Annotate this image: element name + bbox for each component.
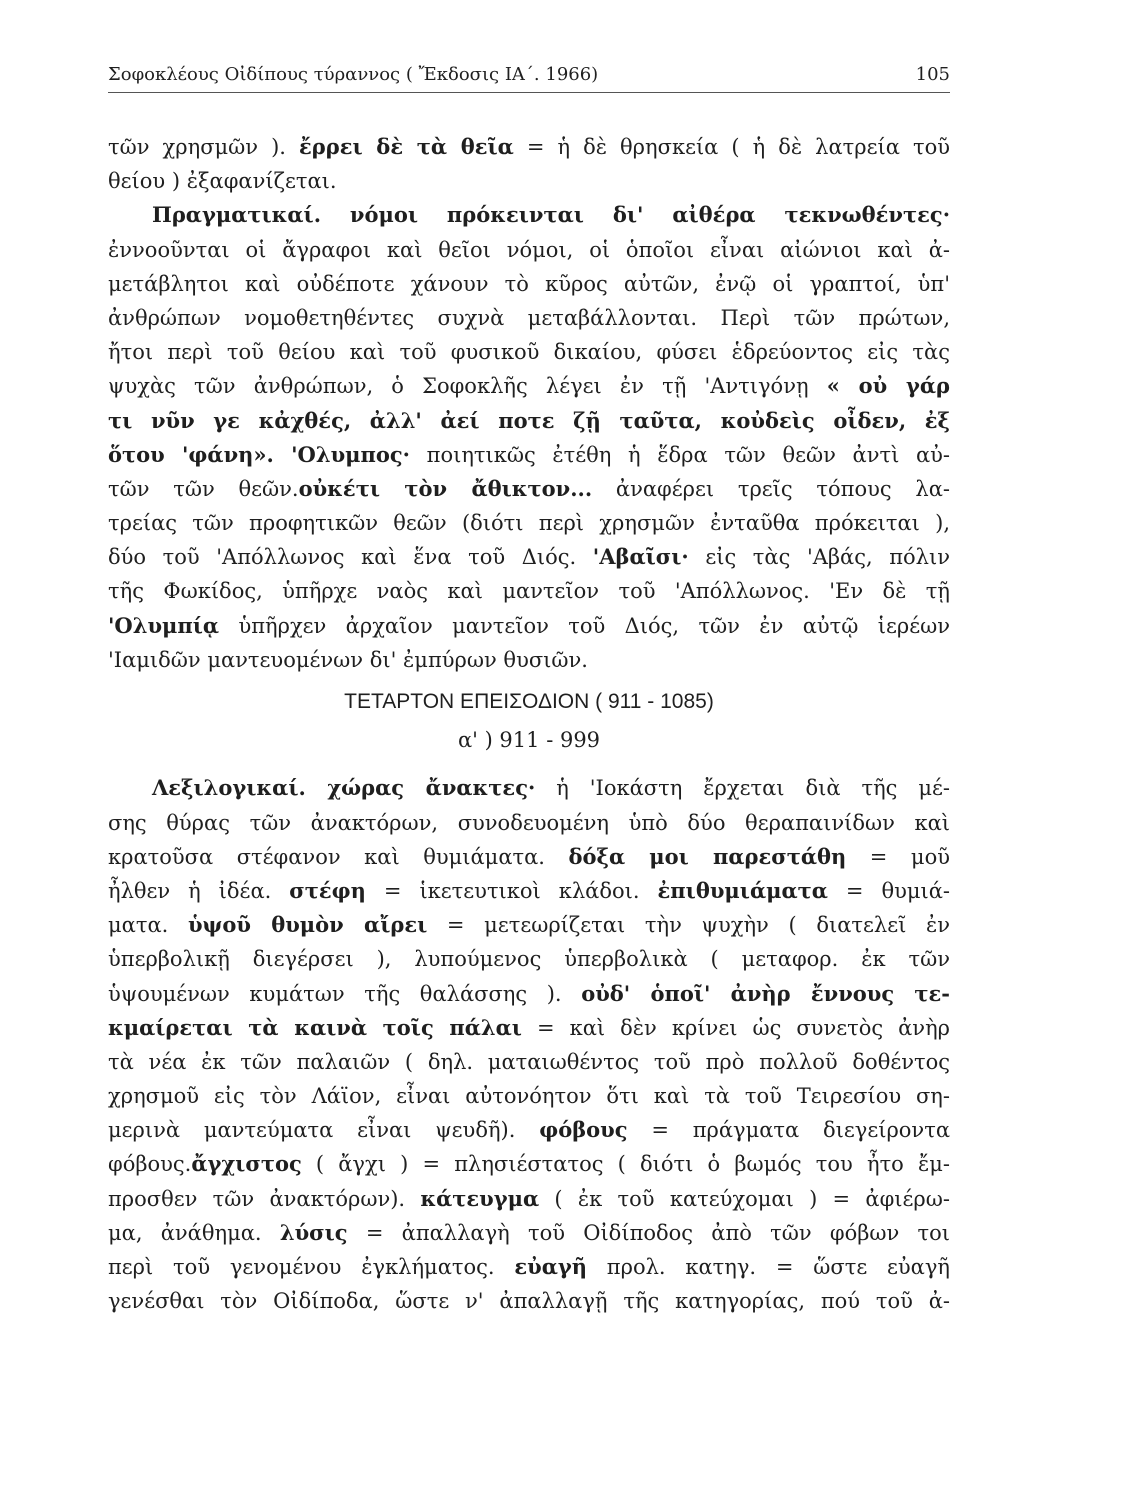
text-line: ὅτου 'φάνη». 'Ολυμπος· ποιητικῶς ἐτέθη ἡ ἕδρα τῶν θεῶν ἀντὶ αὐ- bbox=[108, 441, 950, 467]
text-line: ἦλθεν ἡ ἰδέα. στέφη = ἱκετευτικοὶ κλάδοι. ἐπιθυμιάματα = θυμιά- bbox=[108, 877, 950, 903]
text-line: ὑπερβολικῇ διεγέρσει ), λυπούμενος ὑπερβολικὰ ( μεταφορ. ἐκ τῶν bbox=[108, 947, 950, 972]
page-number: 105 bbox=[915, 64, 950, 85]
text-line: προσθεν τῶν ἀνακτόρων). κάτευγμα ( ἐκ τοῦ κατεύχομαι ) = ἀφιέρω- bbox=[108, 1185, 950, 1211]
commentary-text bbox=[108, 130, 950, 1318]
spacer bbox=[108, 757, 950, 771]
running-header bbox=[108, 62, 950, 93]
text-line: ψυχὰς τῶν ἀνθρώπων, ὁ Σοφοκλῆς λέγει ἐν τῇ 'Αντιγόνῃ « οὐ γάρ bbox=[108, 373, 950, 399]
text-line: ὑψουμένων κυμάτων τῆς θαλάσσης ). οὐδ' ὁποῖ' ἀνὴρ ἔννους τε- bbox=[108, 980, 950, 1006]
text-line: χρησμοῦ εἰς τὸν Λάϊον, εἶναι αὐτονόητον ὅτι καὶ τὰ τοῦ Τειρεσίου ση- bbox=[108, 1084, 950, 1109]
text-line: σης θύρας τῶν ἀνακτόρων, συνοδευομένη ὑπὸ δύο θεραπαινίδων καὶ bbox=[108, 810, 950, 835]
text-line: τῶν τῶν θεῶν.οὐκέτι τὸν ἄθικτον... ἀναφέρει τρεῖς τόπους λα- bbox=[108, 475, 950, 501]
text-line: Λεξιλογικαί. χώρας ἄνακτες· ἡ 'Ιοκάστη ἔρχεται διὰ τῆς μέ- bbox=[152, 775, 950, 801]
text-line: τῶν χρησμῶν ). ἔρρει δὲ τὰ θεῖα = ἡ δὲ θρησκεία ( ἡ δὲ λατρεία τοῦ bbox=[108, 134, 950, 159]
subsection-heading: α' ) 911 - 999 bbox=[457, 728, 601, 753]
text-line: ἐννοοῦνται οἱ ἄγραφοι καὶ θεῖοι νόμοι, οἱ ὁποῖοι εἶναι αἰώνιοι καὶ ἀ- bbox=[108, 237, 950, 262]
text-line: μετάβλητοι καὶ οὐδέποτε χάνουν τὸ κῦρος αὐτῶν, ἐνῷ οἱ γραπτοί, ὑπ' bbox=[108, 271, 950, 296]
text-line: θείου ) ἐξαφανίζεται. bbox=[108, 169, 337, 194]
text-line: τὰ νέα ἐκ τῶν παλαιῶν ( δηλ. ματαιωθέντος τοῦ πρὸ πολλοῦ δοθέντος bbox=[108, 1049, 950, 1074]
text-line: Πραγματικαί. νόμοι πρόκεινται δι' αἰθέρα τεκνωθέντες· bbox=[152, 202, 950, 228]
text-line: ἤτοι περὶ τοῦ θείου καὶ τοῦ φυσικοῦ δικαίου, φύσει ἑδρεύοντος εἰς τὰς bbox=[108, 340, 950, 365]
text-line: περὶ τοῦ γενομένου ἐγκλήματος. εὐαγῆ προλ. κατηγ. = ὥστε εὐαγῆ bbox=[108, 1254, 950, 1279]
text-line: δύο τοῦ 'Απόλλωνος καὶ ἕνα τοῦ Διός. 'Αβαῖσι· εἰς τὰς 'Αβάς, πόλιν bbox=[108, 544, 950, 570]
book-title: Σοφοκλέους Οἰδίπους τύραννος ( Ἔκδοσις ΙΑ΄. 1966) bbox=[108, 64, 599, 85]
text-line: κρατοῦσα στέφανον καὶ θυμιάματα. δόξα μοι παρεστάθη = μοῦ bbox=[108, 843, 950, 869]
text-line: μερινὰ μαντεύματα εἶναι ψευδῆ). φόβους = πράγματα διεγείροντα bbox=[108, 1117, 950, 1143]
text-line: φόβους.ἄγχιστος ( ἄγχι ) = πλησιέστατος ( διότι ὁ βωμός του ἦτο ἔμ- bbox=[108, 1151, 950, 1177]
section-heading: ΤΕΤΑΡΤΟΝ ΕΠΕΙΣΟΔΙΟΝ ( 911 - 1085) bbox=[344, 690, 714, 713]
text-line: τῆς Φωκίδος, ὑπῆρχε ναὸς καὶ μαντεῖον τοῦ 'Απόλλωνος. 'Εν δὲ τῇ bbox=[108, 579, 950, 604]
text-line: ἀνθρώπων νομοθετηθέντες συχνὰ μεταβάλλονται. Περὶ τῶν πρώτων, bbox=[108, 305, 950, 330]
text-line: κμαίρεται τὰ καινὰ τοῖς πάλαι = καὶ δὲν κρίνει ὡς συνετὸς ἀνὴρ bbox=[108, 1014, 950, 1040]
text-line: μα, ἀνάθημα. λύσις = ἀπαλλαγὴ τοῦ Οἰδίποδος ἀπὸ τῶν φόβων τοι bbox=[108, 1219, 950, 1245]
text-line: τρείας τῶν προφητικῶν θεῶν (διότι περὶ χρησμῶν ἐνταῦθα πρόκειται ), bbox=[108, 511, 950, 536]
text-line: ματα. ὑψοῦ θυμὸν αἴρει = μετεωρίζεται τὴν ψυχὴν ( διατελεῖ ἐν bbox=[108, 912, 950, 938]
text-line: γενέσθαι τὸν Οἰδίποδα, ὥστε ν' ἀπαλλαγῇ τῆς κατηγορίας, πού τοῦ ἀ- bbox=[108, 1289, 950, 1314]
text-line: 'Ιαμιδῶν μαντευομένων δι' ἐμπύρων θυσιῶν. bbox=[108, 647, 588, 672]
text-line: τι νῦν γε κἀχθές, ἀλλ' ἀεί ποτε ζῇ ταῦτα, κοὐδεὶς οἶδεν, ἐξ bbox=[108, 407, 950, 433]
text-line: 'Ολυμπίᾳ ὑπῆρχεν ἀρχαῖον μαντεῖον τοῦ Διός, τῶν ἐν αὐτῷ ἱερέων bbox=[108, 612, 950, 638]
